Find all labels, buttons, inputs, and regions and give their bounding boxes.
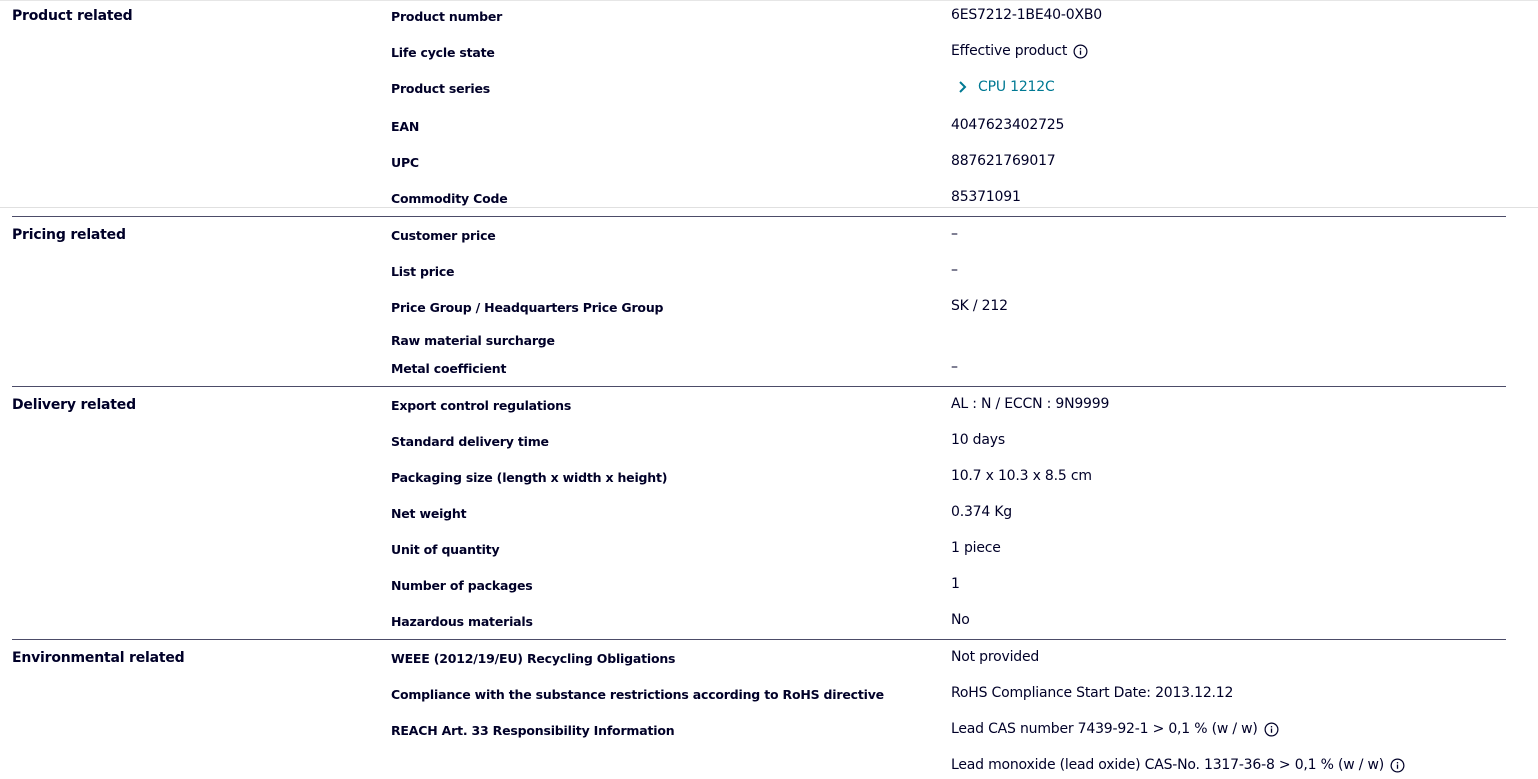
divider-thin	[0, 207, 1538, 208]
info-circle-icon[interactable]	[1264, 722, 1279, 737]
row-customer-price	[12, 226, 1506, 246]
section-divider	[12, 216, 1506, 217]
row-label: Unit of quantity	[391, 542, 500, 557]
value-text: 887621769017	[951, 153, 1056, 169]
row-label: Hazardous materials	[391, 614, 533, 629]
row-label: Compliance with the substance restrictions according to RoHS directive	[391, 687, 884, 702]
section-divider	[12, 386, 1506, 387]
row-product-series	[12, 79, 1506, 99]
info-circle-icon[interactable]	[1073, 44, 1088, 59]
value-text: –	[951, 359, 958, 375]
row-label: WEEE (2012/19/EU) Recycling Obligations	[391, 651, 676, 666]
row-value	[951, 757, 1405, 773]
row-label: Raw material surcharge	[391, 333, 555, 348]
row-label: UPC	[391, 155, 419, 170]
row-label: Commodity Code	[391, 191, 508, 206]
value-text: Effective product	[951, 43, 1068, 59]
value-text: Not provided	[951, 649, 1040, 665]
row-label: List price	[391, 264, 455, 279]
row-number-of-packages	[12, 576, 1506, 596]
top-border	[0, 0, 1538, 1]
row-label: Customer price	[391, 228, 496, 243]
value-text: 6ES7212-1BE40-0XB0	[951, 7, 1102, 23]
row-value	[951, 721, 1279, 737]
row-delivery-time	[12, 432, 1506, 452]
row-label: Standard delivery time	[391, 434, 549, 449]
row-price-group	[12, 298, 1506, 318]
value-text: 85371091	[951, 189, 1021, 205]
row-value	[951, 685, 1233, 701]
row-label: Product number	[391, 9, 503, 24]
row-value	[951, 468, 1092, 484]
row-value	[951, 359, 958, 375]
row-value	[951, 226, 958, 242]
row-label: Export control regulations	[391, 398, 572, 413]
row-value	[951, 117, 1064, 133]
section-title: Product related	[12, 8, 133, 24]
section-title: Pricing related	[12, 227, 126, 243]
value-text: 0.374 Kg	[951, 504, 1012, 520]
section-title: Delivery related	[12, 397, 136, 413]
row-value	[951, 540, 1001, 556]
row-net-weight	[12, 504, 1506, 524]
value-text: 10.7 x 10.3 x 8.5 cm	[951, 468, 1092, 484]
row-label: Net weight	[391, 506, 467, 521]
row-label: Product series	[391, 81, 490, 96]
value-text: AL : N / ECCN : 9N9999	[951, 396, 1110, 412]
row-export-control	[12, 396, 1506, 416]
row-label: REACH Art. 33 Responsibility Information	[391, 723, 675, 738]
row-reach	[12, 721, 1506, 741]
row-ean	[12, 117, 1506, 137]
row-value	[951, 189, 1021, 205]
value-text: Lead CAS number 7439-92-1 > 0,1 % (w / w)	[951, 721, 1258, 737]
row-packaging-size	[12, 468, 1506, 488]
row-list-price	[12, 262, 1506, 282]
link-text[interactable]: CPU 1212C	[978, 79, 1055, 95]
row-label: EAN	[391, 119, 420, 134]
row-value	[951, 504, 1012, 520]
chevron-right-icon	[957, 80, 969, 94]
row-value	[951, 43, 1088, 59]
row-value	[951, 298, 1008, 314]
value-text: RoHS Compliance Start Date: 2013.12.12	[951, 685, 1234, 701]
row-value	[951, 396, 1109, 412]
row-upc	[12, 153, 1506, 173]
row-rohs	[12, 685, 1506, 705]
info-circle-icon[interactable]	[1390, 758, 1405, 773]
row-life-cycle-state	[12, 43, 1506, 63]
row-unit-of-quantity	[12, 540, 1506, 560]
row-value	[951, 576, 960, 592]
product-series-link[interactable]	[951, 79, 1055, 95]
section-divider	[12, 639, 1506, 640]
row-value	[951, 153, 1056, 169]
row-raw-material-surcharge	[12, 331, 1506, 351]
row-label: Packaging size (length x width x height)	[391, 470, 668, 485]
row-hazardous-materials	[12, 612, 1506, 632]
row-value	[951, 7, 1102, 23]
row-label: Number of packages	[391, 578, 533, 593]
value-text: 4047623402725	[951, 117, 1065, 133]
value-text: –	[951, 226, 958, 242]
section-title: Environmental related	[12, 650, 185, 666]
row-reach-2	[12, 757, 1506, 777]
row-value	[951, 649, 1039, 665]
row-label: Life cycle state	[391, 45, 495, 60]
row-value	[951, 432, 1005, 448]
value-text: 10 days	[951, 432, 1005, 448]
row-value	[951, 262, 958, 278]
row-commodity-code	[12, 189, 1506, 209]
row-label: Metal coefficient	[391, 361, 507, 376]
value-text: 1 piece	[951, 540, 1001, 556]
value-text: No	[951, 612, 970, 628]
row-metal-coefficient	[12, 359, 1506, 379]
row-weee	[12, 649, 1506, 669]
value-text: –	[951, 262, 958, 278]
row-value	[951, 612, 970, 628]
row-label: Price Group / Headquarters Price Group	[391, 300, 664, 315]
value-text: 1	[951, 576, 960, 592]
value-text: SK / 212	[951, 298, 1008, 314]
value-text: Lead monoxide (lead oxide) CAS-No. 1317-36-8 > 0,1 % (w / w)	[951, 757, 1384, 773]
row-product-number	[12, 7, 1506, 27]
